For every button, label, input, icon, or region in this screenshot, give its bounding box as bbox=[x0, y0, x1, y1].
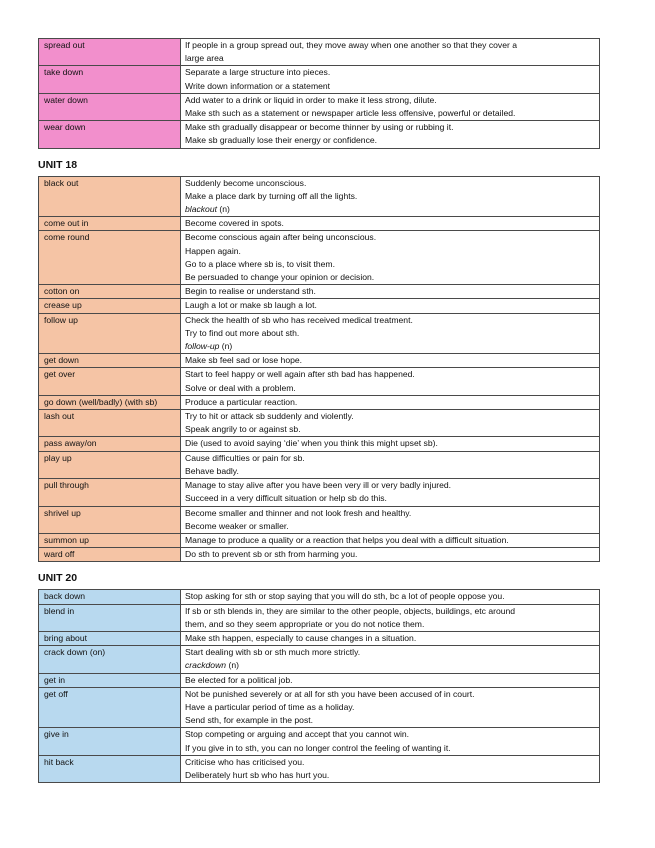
definition-line: Solve or deal with a problem. bbox=[185, 382, 296, 393]
definition-cell bbox=[181, 506, 600, 533]
phrasal-verb-take-down: take down bbox=[39, 66, 181, 93]
table-row bbox=[39, 93, 600, 120]
phrasal-verb-come-out-in: come out in bbox=[39, 217, 181, 231]
definition-cell bbox=[181, 395, 600, 409]
phrasal-verb-ward-off: ward off bbox=[39, 548, 181, 562]
definition-line: Manage to stay alive after you have been very ill or very badly injured. bbox=[185, 480, 452, 491]
definition-line: Be persuaded to change your opinion or decision. bbox=[185, 272, 375, 283]
definition-line: Suddenly become unconscious. bbox=[185, 177, 307, 188]
definition-line: Make sb feel sad or lose hope. bbox=[185, 355, 303, 366]
definition-line: Have a particular period of time as a holiday. bbox=[185, 701, 355, 712]
definition-line: Speak angrily to or against sb. bbox=[185, 424, 301, 435]
definition-line: If you give in to sth, you can no longer control the feeling of wanting it. bbox=[185, 742, 451, 753]
definition-line: Do sth to prevent sb or sth from harming you. bbox=[185, 549, 358, 560]
phrasal-verb-hit-back: hit back bbox=[39, 755, 181, 782]
phrasal-verb-spread-out: spread out bbox=[39, 39, 181, 66]
definition-line: Make sth happen, especially to cause changes in a situation. bbox=[185, 632, 417, 643]
phrasal-verb-pass-away-on: pass away/on bbox=[39, 437, 181, 451]
table-row bbox=[39, 121, 600, 148]
definition-line: Start to feel happy or well again after sth bad has happened. bbox=[185, 369, 415, 380]
definition-line: Check the health of sb who has received medical treatment. bbox=[185, 314, 413, 325]
definition-line: Die (used to avoid saying ‘die’ when you think this might upset sb). bbox=[185, 438, 438, 449]
table-row bbox=[39, 687, 600, 728]
phrasal-verb-wear-down: wear down bbox=[39, 121, 181, 148]
definition-line: Become covered in spots. bbox=[185, 218, 284, 229]
phrasal-verb-go-down-well-badly-with-sb: go down (well/badly) (with sb) bbox=[39, 395, 181, 409]
definition-cell bbox=[181, 548, 600, 562]
table-row bbox=[39, 479, 600, 506]
table-row bbox=[39, 590, 600, 604]
definition-cell bbox=[181, 93, 600, 120]
definition-line: them, and so they seem appropriate or you do not notice them. bbox=[185, 618, 425, 629]
definition-cell bbox=[181, 646, 600, 673]
phrasal-verb-crack-down-on: crack down (on) bbox=[39, 646, 181, 673]
unit-20-phrasal-verb-table bbox=[38, 589, 600, 783]
definition-line: Try to hit or attack sb suddenly and violently. bbox=[185, 411, 354, 422]
definition-line: Add water to a drink or liquid in order to make it less strong, dilute. bbox=[185, 94, 437, 105]
definition-cell bbox=[181, 631, 600, 645]
table-row bbox=[39, 231, 600, 285]
definition-cell bbox=[181, 285, 600, 299]
definition-line: Behave badly. bbox=[185, 465, 239, 476]
definition-cell bbox=[181, 313, 600, 354]
document-page bbox=[38, 38, 600, 783]
definition-cell bbox=[181, 217, 600, 231]
definition-cell bbox=[181, 39, 600, 66]
phrasal-verb-play-up: play up bbox=[39, 451, 181, 478]
definition-line: Try to find out more about sth. bbox=[185, 327, 300, 338]
definition-line: blackout (n) bbox=[185, 204, 230, 215]
table-row bbox=[39, 755, 600, 782]
definition-line: Become weaker or smaller. bbox=[185, 520, 289, 531]
definition-line: Make sth gradually disappear or become thinner by using or rubbing it. bbox=[185, 122, 454, 133]
definition-line: follow-up (n) bbox=[185, 341, 233, 352]
definition-line: Criticise who has criticised you. bbox=[185, 756, 305, 767]
definition-line: Deliberately hurt sb who has hurt you. bbox=[185, 769, 330, 780]
definition-line: Manage to produce a quality or a reaction that helps you deal with a difficult situation. bbox=[185, 534, 509, 545]
table-row bbox=[39, 451, 600, 478]
definition-cell bbox=[181, 354, 600, 368]
definition-line: Cause difficulties or pain for sb. bbox=[185, 452, 305, 463]
table-row bbox=[39, 673, 600, 687]
definition-line: Separate a large structure into pieces. bbox=[185, 67, 331, 78]
unit-18-phrasal-verb-table bbox=[38, 176, 600, 563]
table-row bbox=[39, 176, 600, 217]
table-row bbox=[39, 728, 600, 755]
definition-cell bbox=[181, 437, 600, 451]
definition-cell bbox=[181, 451, 600, 478]
phrasal-verb-water-down: water down bbox=[39, 93, 181, 120]
definition-cell bbox=[181, 728, 600, 755]
definition-cell bbox=[181, 121, 600, 148]
definition-line: Make sth such as a statement or newspaper article less offensive, powerful or detailed. bbox=[185, 108, 516, 119]
phrasal-verb-cotton-on: cotton on bbox=[39, 285, 181, 299]
table-row bbox=[39, 285, 600, 299]
noun-form: follow-up bbox=[185, 341, 220, 352]
table-row bbox=[39, 410, 600, 437]
definition-cell bbox=[181, 755, 600, 782]
phrasal-verb-back-down: back down bbox=[39, 590, 181, 604]
table-row bbox=[39, 299, 600, 313]
definition-line: Happen again. bbox=[185, 245, 241, 256]
table-row bbox=[39, 437, 600, 451]
table-row bbox=[39, 548, 600, 562]
definition-line: If people in a group spread out, they move away when one another so that they cover a bbox=[185, 40, 518, 50]
phrasal-verb-pull-through: pull through bbox=[39, 479, 181, 506]
definition-line: Make a place dark by turning off all the lights. bbox=[185, 190, 358, 201]
table-row bbox=[39, 354, 600, 368]
definition-line: Stop asking for sth or stop saying that you will do sth, bc a lot of people oppose you. bbox=[185, 591, 505, 602]
definition-line: Produce a particular reaction. bbox=[185, 396, 298, 407]
phrasal-verb-give-in: give in bbox=[39, 728, 181, 755]
definition-cell bbox=[181, 604, 600, 631]
definition-cell bbox=[181, 533, 600, 547]
phrasal-verb-get-down: get down bbox=[39, 354, 181, 368]
definition-cell bbox=[181, 66, 600, 93]
definition-line: crackdown (n) bbox=[185, 660, 239, 671]
phrasal-verb-shrivel-up: shrivel up bbox=[39, 506, 181, 533]
table-row bbox=[39, 646, 600, 673]
definition-line: Begin to realise or understand sth. bbox=[185, 286, 316, 297]
definition-cell bbox=[181, 231, 600, 285]
table-row bbox=[39, 217, 600, 231]
table-row bbox=[39, 39, 600, 66]
definition-line: If sb or sth blends in, they are similar to the other people, objects, buildings, etc around bbox=[185, 605, 516, 616]
definition-line: Succeed in a very difficult situation or help sb do this. bbox=[185, 493, 387, 504]
phrasal-verb-bring-about: bring about bbox=[39, 631, 181, 645]
table-row bbox=[39, 368, 600, 395]
table-row bbox=[39, 313, 600, 354]
definition-line: Laugh a lot or make sb laugh a lot. bbox=[185, 300, 317, 311]
definition-line: Be elected for a political job. bbox=[185, 674, 293, 685]
definition-line: Start dealing with sb or sth much more strictly. bbox=[185, 647, 361, 658]
definition-line: Make sb gradually lose their energy or confidence. bbox=[185, 135, 378, 146]
definition-line: Write down information or a statement bbox=[185, 80, 331, 91]
table-row bbox=[39, 395, 600, 409]
phrasal-verb-lash-out: lash out bbox=[39, 410, 181, 437]
definition-line: Become conscious again after being unconscious. bbox=[185, 232, 377, 243]
phrasal-verb-blend-in: blend in bbox=[39, 604, 181, 631]
phrasal-verb-black-out: black out bbox=[39, 176, 181, 217]
phrasal-verb-come-round: come round bbox=[39, 231, 181, 285]
unit-18-heading: UNIT 18 bbox=[38, 158, 78, 171]
definition-cell bbox=[181, 687, 600, 728]
definition-line: Stop competing or arguing and accept that you cannot win. bbox=[185, 729, 410, 740]
phrasal-verb-get-off: get off bbox=[39, 687, 181, 728]
definition-cell bbox=[181, 479, 600, 506]
phrasal-verb-follow-up: follow up bbox=[39, 313, 181, 354]
table-row bbox=[39, 604, 600, 631]
definition-line: Not be punished severely or at all for sth you have been accused of in court. bbox=[185, 688, 475, 699]
definition-cell bbox=[181, 410, 600, 437]
noun-form: crackdown bbox=[185, 660, 227, 671]
definition-line: Become smaller and thinner and not look fresh and healthy. bbox=[185, 507, 412, 518]
definition-cell bbox=[181, 299, 600, 313]
phrasal-verb-get-over: get over bbox=[39, 368, 181, 395]
table-row bbox=[39, 533, 600, 547]
noun-form: blackout bbox=[185, 204, 218, 215]
table-row bbox=[39, 506, 600, 533]
phrasal-verb-summon-up: summon up bbox=[39, 533, 181, 547]
definition-line: large area bbox=[185, 53, 224, 64]
phrasal-verb-get-in: get in bbox=[39, 673, 181, 687]
definition-line: Send sth, for example in the post. bbox=[185, 715, 314, 726]
definition-line: Go to a place where sb is, to visit them. bbox=[185, 258, 335, 269]
definition-cell bbox=[181, 590, 600, 604]
definition-cell bbox=[181, 368, 600, 395]
table-row bbox=[39, 631, 600, 645]
phrasal-verb-crease-up: crease up bbox=[39, 299, 181, 313]
unit-20-heading: UNIT 20 bbox=[38, 572, 78, 585]
unit-17-phrasal-verb-table bbox=[38, 38, 600, 149]
definition-cell bbox=[181, 673, 600, 687]
table-row bbox=[39, 66, 600, 93]
definition-cell bbox=[181, 176, 600, 217]
